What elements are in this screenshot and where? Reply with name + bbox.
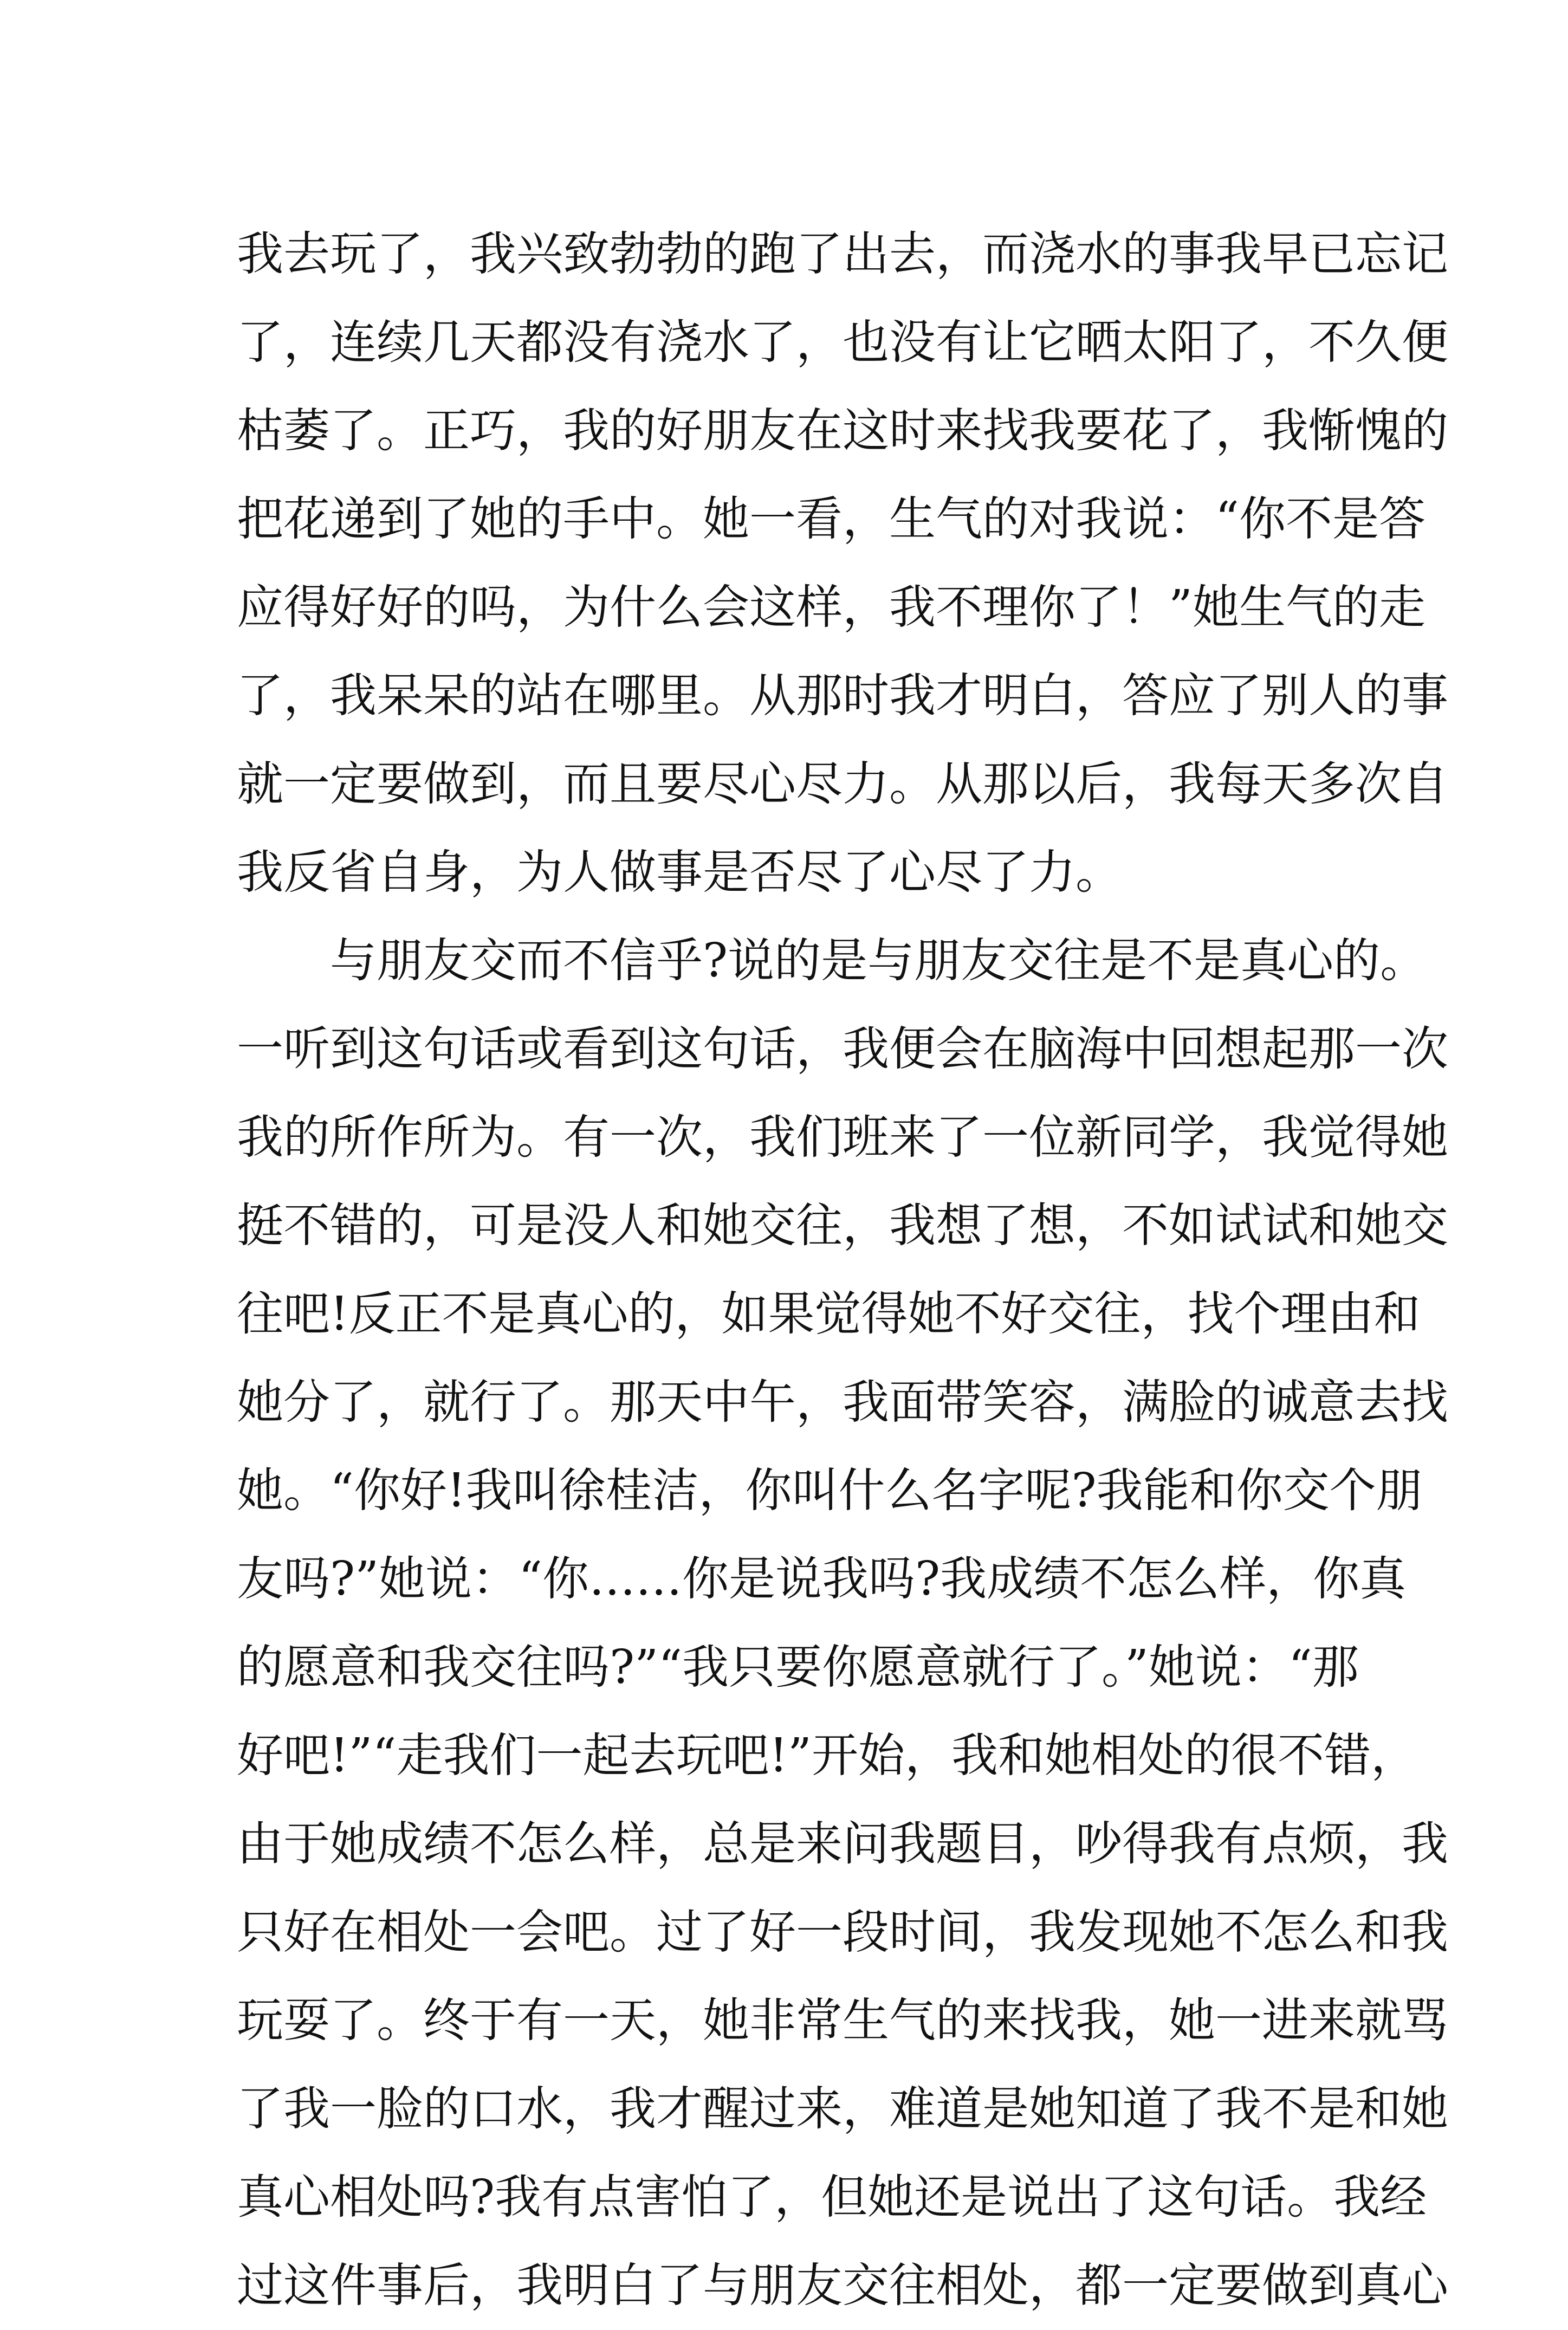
text-line: 了我一脸的口水，我才醒过来，难道是她知道了我不是和她: [237, 2082, 1448, 2136]
text-line: 往吧!反正不是真心的，如果觉得她不好交往，找个理由和: [237, 1287, 1421, 1341]
text-line: 把花递到了她的手中。她一看，生气的对我说：“你不是答: [237, 492, 1426, 546]
text-line: 好吧!”“走我们一起去玩吧!”开始，我和她相处的很不错，: [237, 1729, 1418, 1783]
text-line: 由于她成绩不怎么样，总是来问我题目，吵得我有点烦，我: [237, 1817, 1448, 1871]
text-line: 了，连续几天都没有浇水了，也没有让它晒太阳了，不久便: [237, 315, 1448, 370]
text-line: 挺不错的，可是没人和她交往，我想了想，不如试试和她交: [237, 1199, 1448, 1253]
text-line: 我去玩了，我兴致勃勃的跑了出去，而浇水的事我早已忘记: [237, 227, 1448, 281]
text-line: 过这件事后，我明白了与朋友交往相处，都一定要做到真心: [237, 2258, 1448, 2313]
text-line: 只好在相处一会吧。过了好一段时间，我发现她不怎么和我: [237, 1905, 1448, 1959]
text-line: 一听到这句话或看到这句话，我便会在脑海中回想起那一次: [237, 1022, 1448, 1076]
text-line: 的愿意和我交往吗?”“我只要你愿意就行了。”她说：“那: [237, 1640, 1359, 1694]
text-line: 了，我呆呆的站在哪里。从那时我才明白，答应了别人的事: [237, 669, 1448, 723]
text-line: 我的所作所为。有一次，我们班来了一位新同学，我觉得她: [237, 1110, 1448, 1164]
text-line: 就一定要做到，而且要尽心尽力。从那以后，我每天多次自: [237, 757, 1448, 811]
text-line: 她。“你好!我叫徐桂洁，你叫什么名字呢?我能和你交个朋: [237, 1464, 1423, 1518]
text-line: 我反省自身，为人做事是否尽了心尽了力。: [237, 845, 1122, 899]
text-line: 玩耍了。终于有一天，她非常生气的来找我，她一进来就骂: [237, 1994, 1448, 2048]
text-line: 真心相处吗?我有点害怕了，但她还是说出了这句话。我经: [237, 2170, 1427, 2224]
body-text: [237, 210, 1448, 2330]
paragraph-start-line: 与朋友交而不信乎?说的是与朋友交往是不是真心的。: [330, 934, 1427, 988]
text-line: 她分了，就行了。那天中午，我面带笑容，满脸的诚意去找: [237, 1375, 1448, 1429]
text-line: 友吗?”她说：“你……你是说我吗?我成绩不怎么样，你真: [237, 1552, 1407, 1606]
text-line: 枯萎了。正巧，我的好朋友在这时来找我要花了，我惭愧的: [237, 404, 1448, 458]
text-line: 应得好好的吗，为什么会这样，我不理你了！”她生气的走: [237, 580, 1426, 635]
